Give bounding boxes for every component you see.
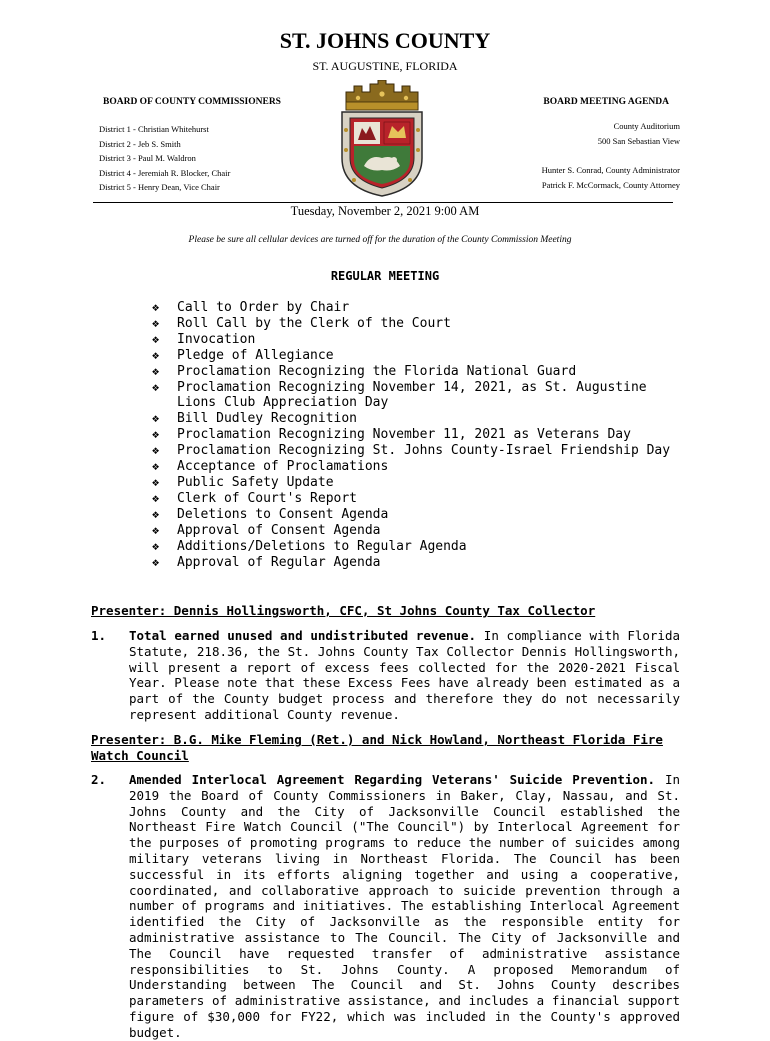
meeting-location [598,119,680,148]
document-subtitle: ST. AUGUSTINE, FLORIDA [312,59,458,73]
diamond-bullet-icon: ❖ [152,427,160,442]
item-description: In compliance with Florida Statute, 218.36, the St. Johns County Tax Collector Dennis Hollingsworth, will present a report of excess fees collected for the 2020-2021 Fiscal Year. Please note that these Excess Fees have already been estimated as a part of the County budget process and therefore they do not necessarily represent additional County revenue. [129,628,680,722]
presenter-heading: Presenter: B.G. Mike Fleming (Ret.) and Nick Howland, Northeast Florida Fire Watch Council [91,732,663,763]
regular-meeting-list [152,300,672,570]
district-line: District 2 - Jeb S. Smith [99,138,181,149]
item-description: In 2019 the Board of County Commissioners in Baker, Clay, Nassau, and St. Johns County and the City of Jacksonville Council established the Northeast Fire Watch Council ("The Council") by Interlocal Agreement for the purposes of promoting programs to reduce the number of suicides among military veterans living in Northeast Florida. The Council has been successful in its efforts aligning together and using a cooperative, coordinated, and collaborative approach to suicide prevention through a number of programs and initiatives. The establishing Interlocal Agreement identified the City of Jacksonville as the responsible entity for administrative assistance to The Council. The City of Jacksonville and The Council have requested transfer of administrative assistance responsibilities to St. Johns County. A proposed Memorandum of Understanding between The Council and St. Johns County describes parameters of administrative assistance, and includes a financial support figure of $30,000 for FY22, which was included in the County's approved budget. [129,772,680,1040]
official-line: Patrick F. McCormack, County Attorney [541,179,680,190]
list-item: ❖ Proclamation Recognizing the Florida National Guard [152,363,577,379]
location-line: County Auditorium [613,121,680,131]
list-item: ❖ Invocation [152,331,256,347]
board-heading: BOARD OF COUNTY COMMISSIONERS [103,97,281,107]
district-line: District 3 - Paul M. Waldron [99,153,196,164]
list-item: ❖ Approval of Consent Agenda [152,522,381,538]
diamond-bullet-icon: ❖ [152,522,160,537]
item-title: Amended Interlocal Agreement Regarding Veterans' Suicide Prevention. [129,772,656,787]
diamond-bullet-icon: ❖ [152,379,160,394]
item-title: Total earned unused and undistributed revenue. [129,628,477,643]
diamond-bullet-icon: ❖ [152,331,160,346]
district-line: District 4 - Jeremiah R. Blocker, Chair [99,167,231,178]
agenda-heading: BOARD MEETING AGENDA [543,97,669,107]
cellular-notice: Please be sure all cellular devices are turned off for the duration of the County Commission Meeting [188,235,572,245]
district-list [99,122,230,195]
diamond-bullet-icon: ❖ [152,363,160,378]
location-line: 500 San Sebastian View [597,135,680,146]
document-title: ST. JOHNS COUNTY [279,28,491,53]
list-item: ❖ Proclamation Recognizing November 11, 2021 as Veterans Day [152,427,631,443]
list-item: ❖ Proclamation Recognizing November 14, 2021, as St. Augustine Lions Club Appreciation Day [152,379,647,411]
list-item: ❖ Call to Order by Chair [152,300,350,315]
agenda-item [129,628,680,723]
list-item: ❖ Roll Call by the Clerk of the Court [152,315,451,331]
diamond-bullet-icon: ❖ [152,347,160,362]
diamond-bullet-icon: ❖ [152,411,160,426]
list-item: ❖ Clerk of Court's Report [152,490,358,506]
district-line: District 1 - Christian Whitehurst [99,124,209,134]
item-number: 1. [91,628,107,643]
county-officials [542,163,680,192]
diamond-bullet-icon: ❖ [152,506,160,521]
diamond-bullet-icon: ❖ [152,315,160,330]
item-number: 2. [91,772,107,787]
list-item: ❖ Acceptance of Proclamations [152,459,389,475]
county-seal-icon [336,80,428,198]
list-item: ❖ Approval of Regular Agenda [152,554,381,570]
agenda-item [129,772,680,1041]
meeting-date: Tuesday, November 2, 2021 9:00 AM [290,204,480,218]
list-item: ❖ Deletions to Consent Agenda [152,506,389,522]
list-item: ❖ Pledge of Allegiance [152,347,334,363]
diamond-bullet-icon: ❖ [152,300,160,314]
list-item: ❖ Public Safety Update [152,474,334,490]
official-line: Hunter S. Conrad, County Administrator [541,165,680,175]
presenter-heading: Presenter: Dennis Hollingsworth, CFC, St Johns County Tax Collector [91,603,596,618]
diamond-bullet-icon: ❖ [152,554,160,569]
regular-meeting-heading: REGULAR MEETING [330,269,440,283]
header-divider [93,202,673,203]
diamond-bullet-icon: ❖ [152,538,160,553]
diamond-bullet-icon: ❖ [152,443,160,458]
diamond-bullet-icon: ❖ [152,459,160,474]
list-item: ❖ Bill Dudley Recognition [152,411,358,427]
list-item: ❖ Additions/Deletions to Regular Agenda [152,538,467,554]
district-line: District 5 - Henry Dean, Vice Chair [99,182,220,193]
diamond-bullet-icon: ❖ [152,490,160,505]
list-item: ❖ Proclamation Recognizing St. Johns County-Israel Friendship Day [152,443,671,459]
diamond-bullet-icon: ❖ [152,474,160,489]
